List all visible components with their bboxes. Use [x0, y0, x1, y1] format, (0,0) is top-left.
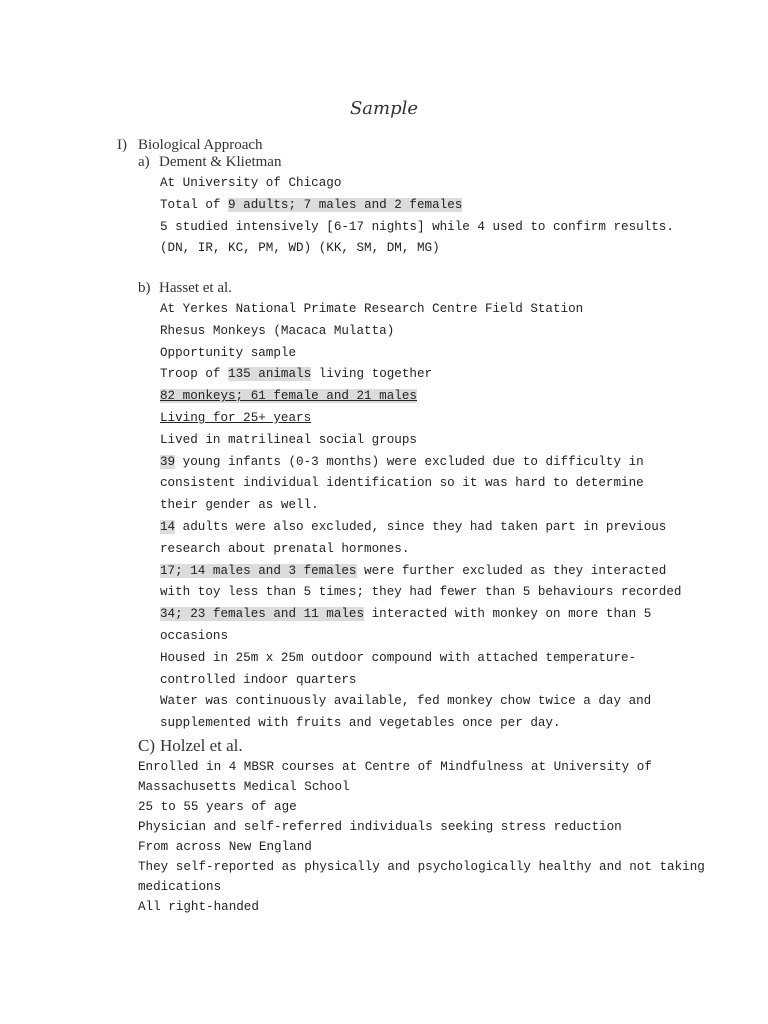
text-line: their gender as well.	[160, 498, 319, 513]
highlight: 82 monkeys; 61 female and 21 males	[160, 389, 417, 404]
text-line: At Yerkes National Primate Research Centre Field Station	[160, 302, 584, 316]
text-line: medications	[138, 880, 222, 894]
subheading-marker: b)	[138, 280, 151, 296]
text-line: 14 adults were also excluded, since they had taken part in previous	[160, 519, 667, 534]
text-line: Massachusetts Medical School	[138, 780, 350, 794]
text-line: 34; 23 females and 11 males interacted with monkey on more than 5	[160, 607, 652, 622]
text-line: 5 studied intensively [6-17 nights] while 4 used to confirm results.	[160, 219, 674, 234]
text-line: 25 to 55 years of age	[138, 800, 297, 814]
subheading-title: Holzel et al.	[160, 736, 243, 755]
text-line: Enrolled in 4 MBSR courses at Centre of Mindfulness at University of	[138, 760, 652, 774]
section-heading-biological	[117, 137, 263, 154]
text-line: (DN, IR, KC, PM, WD) (KK, SM, DM, MG)	[160, 241, 440, 256]
highlight: 34; 23 females and 11 males	[160, 607, 365, 622]
text-line: Rhesus Monkeys (Macaca Mulatta)	[160, 323, 395, 338]
page-title: Sample	[349, 98, 419, 119]
dement-kleitman-details	[160, 173, 674, 260]
text-line: controlled indoor quarters	[160, 672, 357, 687]
text-line: Housed in 25m x 25m outdoor compound with attached temperature-	[160, 650, 637, 665]
highlight: 14	[160, 519, 176, 534]
highlight: 17; 14 males and 3 females	[160, 563, 357, 578]
text-line: 17; 14 males and 3 females were further excluded as they interacted	[160, 563, 667, 578]
subheading-dement-kleitman	[138, 154, 281, 171]
text-line: Lived in matrilineal social groups	[160, 432, 417, 447]
text-line: Total of 9 adults; 7 males and 2 females	[160, 197, 463, 212]
section-title: Biological Approach	[138, 137, 263, 153]
text-line: Troop of 135 animals living together	[160, 367, 433, 382]
subheading-holzel	[138, 736, 243, 756]
text-line: At University of Chicago	[160, 176, 342, 190]
subheading-title: Dement & Klietman	[159, 154, 282, 170]
text-line: Water was continuously available, fed monkey chow twice a day and	[160, 694, 652, 709]
holzel-details	[138, 757, 705, 917]
text-line: Physician and self-referred individuals seeking stress reduction	[138, 820, 622, 834]
text-line: consistent individual identification so it was hard to determine	[160, 476, 644, 491]
text-line: Opportunity sample	[160, 345, 297, 360]
text-line: They self-reported as physically and psychologically healthy and not taking	[138, 860, 705, 874]
section-marker: I)	[117, 137, 127, 153]
highlight: 135 animals	[228, 367, 312, 382]
text-line	[160, 386, 681, 408]
subheading-marker: C)	[138, 736, 155, 755]
underlined-text: Living for 25+ years	[160, 410, 312, 425]
text-line: with toy less than 5 times; they had fewer than 5 behaviours recorded	[160, 585, 682, 600]
text-line: research about prenatal hormones.	[160, 541, 410, 556]
highlight: 9 adults; 7 males and 2 females	[228, 197, 463, 212]
highlight: 39	[160, 454, 176, 469]
text-line: supplemented with fruits and vegetables once per day.	[160, 716, 561, 731]
text-line	[160, 408, 681, 430]
text-line: 39 young infants (0-3 months) were excluded due to difficulty in	[160, 454, 644, 469]
text-line: From across New England	[138, 840, 312, 854]
subheading-hasset	[138, 280, 232, 297]
subheading-marker: a)	[138, 154, 150, 170]
text-line: All right-handed	[138, 900, 259, 914]
subheading-title: Hasset et al.	[159, 280, 232, 296]
text-line: occasions	[160, 628, 229, 643]
hasset-details	[160, 299, 681, 735]
